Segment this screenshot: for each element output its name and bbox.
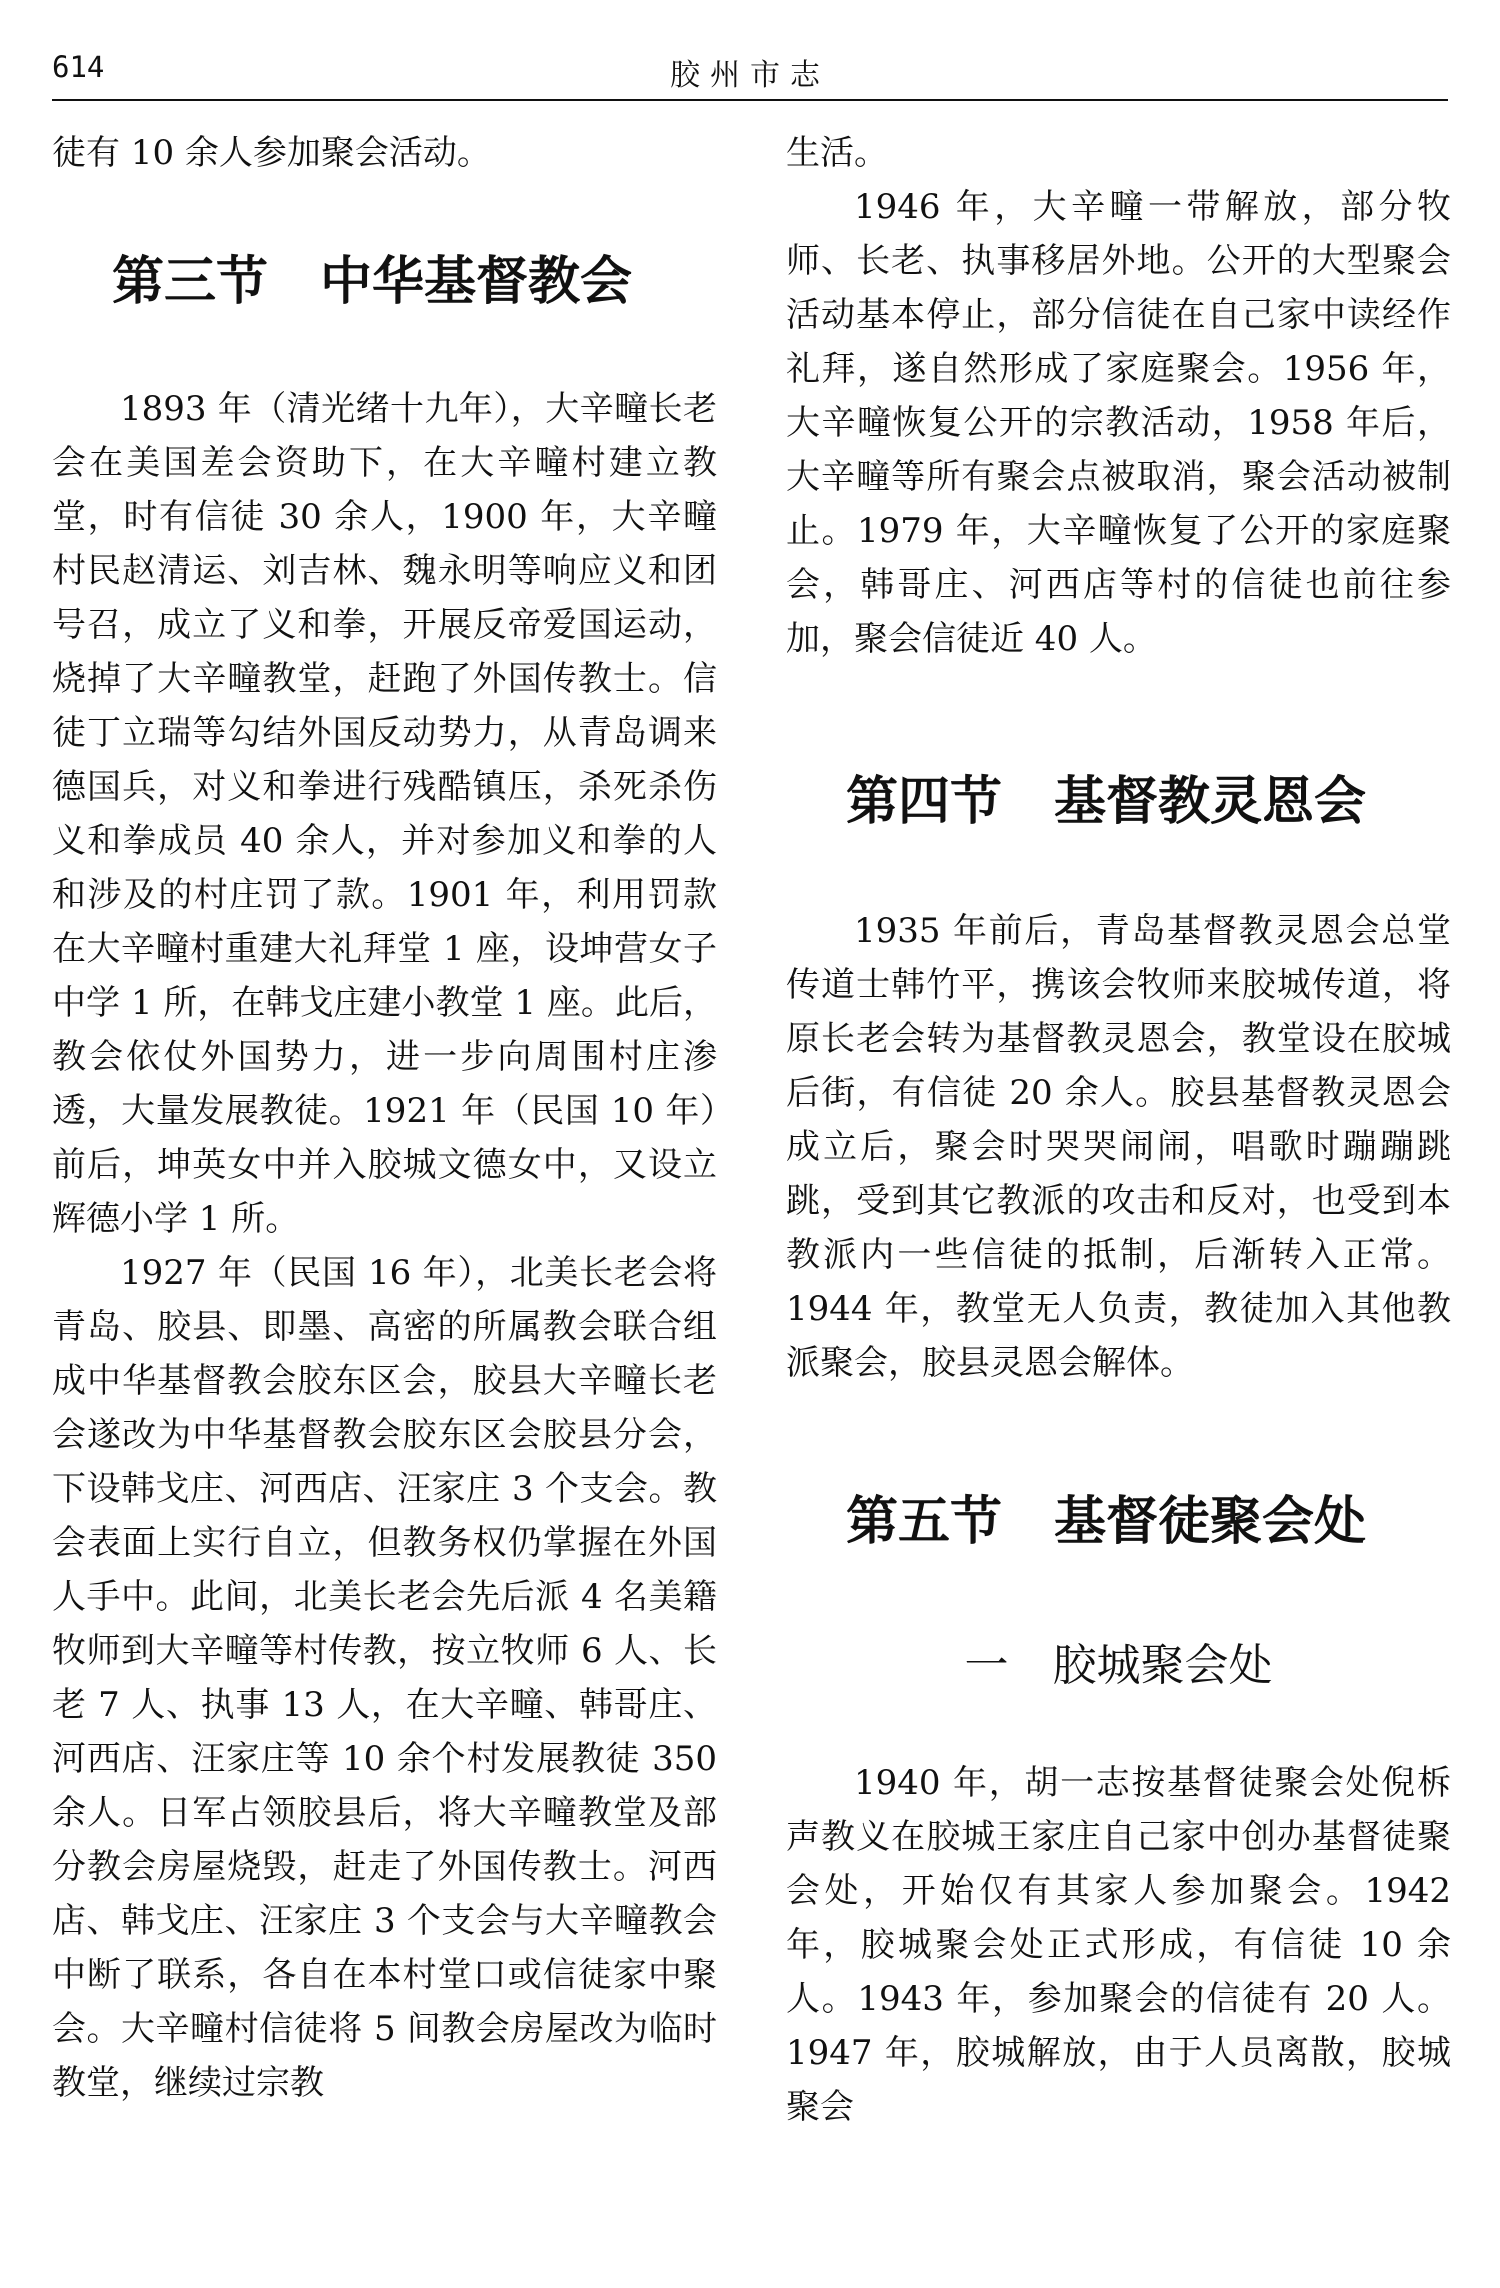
paragraph: 1935 年前后，青岛基督教灵恩会总堂传道士韩竹平，携该会牧师来胶城传道，将原长老会转为基督教灵恩会，教堂设在胶城后街，有信徒 20 余人。胶县基督教灵恩会成立后，聚会时哭哭闹闹，唱歌时蹦蹦跳跳，受到其它教派的攻击和反对，也受到本教派内一些信徒的抵制，后渐转入正常。1944 年，教堂无人负责，教徒加入其他教派聚会，胶县灵恩会解体。 — [786, 911, 1451, 1383]
section-title-4: 第四节 基督教灵恩会 — [846, 772, 1367, 832]
section-title-5: 第五节 基督徒聚会处 — [846, 1492, 1367, 1552]
left-column — [52, 126, 717, 2110]
paragraph: 1940 年，胡一志按基督徒聚会处倪柝声教义在胶城王家庄自己家中创办基督徒聚会处，开始仅有其家人参加聚会。1942 年，胶城聚会处正式形成，有信徒 10 余人。1943 年，参加聚会的信徒有 20 人。1947 年，胶城解放，由于人员离散，胶城聚会 — [786, 1763, 1451, 2127]
page-header — [52, 50, 1448, 98]
continued-text: 徒有 10 余人参加聚会活动。 — [52, 133, 491, 173]
paragraph: 1927 年（民国 16 年），北美长老会将青岛、胶县、即墨、高密的所属教会联合组成中华基督教会胶东区会，胶县大辛疃长老会遂改为中华基督教会胶东区会胶县分会，下设韩戈庄、河西店、汪家庄 3 个支会。教会表面上实行自立，但教务权仍掌握在外国人手中。此间，北美长老会先后派 4 名美籍牧师到大辛疃等村传教，按立牧师 6 人、长老 7 人、执事 13 人，在大辛疃、韩哥庄、河西店、汪家庄等 10 余个村发展教徒 350 余人。日军占领胶县后，将大辛疃教堂及部分教会房屋烧毁，赶走了外国传教士。河西店、韩戈庄、汪家庄 3 个支会与大辛疃教会中断了联系，各自在本村堂口或信徒家中聚会。大辛疃村信徒将 5 间教会房屋改为临时教堂，继续过宗教 — [52, 1253, 717, 2103]
paragraph: 1893 年（清光绪十九年），大辛疃长老会在美国差会资助下，在大辛疃村建立教堂，时有信徒 30 余人，1900 年，大辛疃村民赵清运、刘吉林、魏永明等响应义和团号召，成立了义和拳，开展反帝爱国运动，烧掉了大辛疃教堂，赶跑了外国传教士。信徒丁立瑞等勾结外国反动势力，从青岛调来德国兵，对义和拳进行残酷镇压，杀死杀伤义和拳成员 40 余人，并对参加义和拳的人和涉及的村庄罚了款。1901 年，利用罚款在大辛疃村重建大礼拜堂 1 座，设坤营女子中学 1 所，在韩戈庄建小教堂 1 座。此后，教会依仗外国势力，进一步向周围村庄渗透，大量发展教徒。1921 年（民国 10 年）前后，坤英女中并入胶城文德女中，又设立辉德小学 1 所。 — [52, 389, 717, 1239]
page-number: 614 — [52, 50, 105, 84]
right-column — [786, 126, 1451, 2134]
continued-text: 生活。 — [786, 133, 888, 173]
paragraph: 1946 年，大辛疃一带解放，部分牧师、长老、执事移居外地。公开的大型聚会活动基本停止，部分信徒在自己家中读经作礼拜，遂自然形成了家庭聚会。1956 年，大辛疃恢复公开的宗教活动，1958 年后，大辛疃等所有聚会点被取消，聚会活动被制止。1979 年，大辛疃恢复了公开的家庭聚会，韩哥庄、河西店等村的信徒也前往参加，聚会信徒近 40 人。 — [786, 187, 1451, 659]
running-title: 胶州市志 — [670, 58, 830, 93]
header-rule — [52, 99, 1448, 101]
section-title-3: 第三节 中华基督教会 — [112, 252, 633, 312]
subsection-title: 一 胶城聚会处 — [964, 1640, 1273, 1691]
